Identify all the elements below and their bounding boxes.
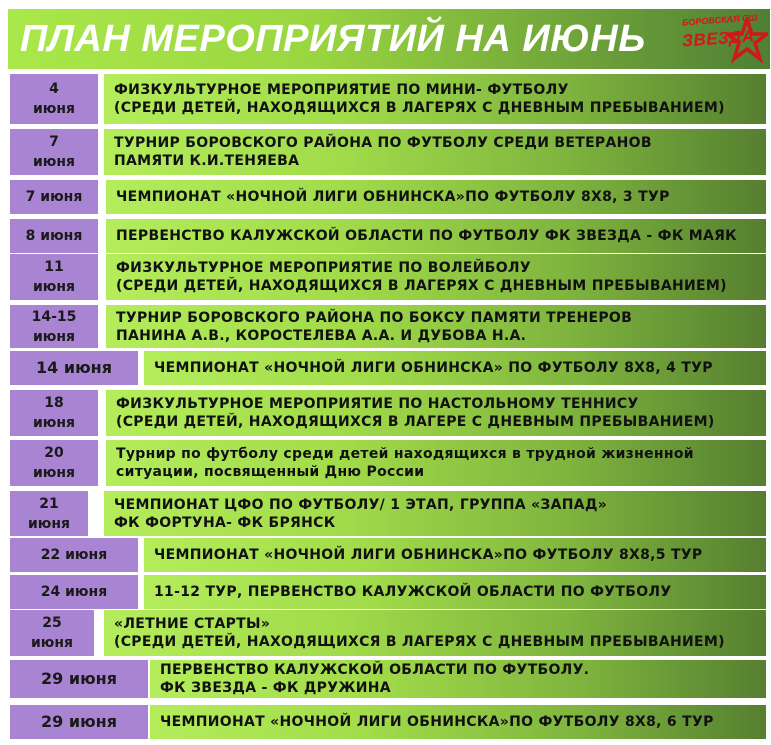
- event-description: [106, 390, 766, 436]
- event-date: 25 июня: [10, 610, 94, 656]
- event-date: 21 июня: [10, 491, 88, 536]
- event-text: ЧЕМПИОНАТ «НОЧНОЙ ЛИГИ ОБНИНСКА»ПО ФУТБОЛУ 8Х8, 6 ТУР: [160, 714, 714, 730]
- page-title: ПЛАН МЕРОПРИЯТИЙ НА ИЮНЬ: [20, 18, 646, 60]
- event-date: 18 июня: [10, 390, 98, 436]
- event-description: [144, 538, 766, 572]
- red-star-icon: [726, 17, 768, 63]
- event-description: [104, 491, 766, 536]
- event-text: ЧЕМПИОНАТ «НОЧНОЙ ЛИГИ ОБНИНСКА»ПО ФУТБОЛУ 8Х8, 3 ТУР: [116, 189, 670, 205]
- event-row: [0, 219, 771, 253]
- event-description: [104, 610, 766, 656]
- event-text: ТУРНИР БОРОВСКОГО РАЙОНА ПО БОКСУ ПАМЯТИ ТРЕНЕРОВ ПАНИНА А.В., КОРОСТЕЛЕВА А.А. И ДУБОВА Н.А.: [116, 309, 633, 344]
- event-text: ФИЗКУЛЬТУРНОЕ МЕРОПРИЯТИЕ ПО МИНИ- ФУТБОЛУ (СРЕДИ ДЕТЕЙ, НАХОДЯЩИХСЯ В ЛАГЕРЯХ С ДНЕВНЫМ ПРЕБЫВАНИЕМ): [114, 82, 725, 116]
- event-description: [150, 705, 766, 739]
- event-text: ПЕРВЕНСТВО КАЛУЖСКОЙ ОБЛАСТИ ПО ФУТБОЛУ ФК ЗВЕЗДА - ФК МАЯК: [116, 228, 737, 244]
- page-header: [8, 9, 770, 69]
- event-description: [104, 129, 766, 175]
- event-description: [104, 74, 766, 124]
- event-row: [0, 705, 771, 739]
- event-text: 11-12 ТУР, ПЕРВЕНСТВО КАЛУЖСКОЙ ОБЛАСТИ ПО ФУТБОЛУ: [154, 584, 672, 600]
- event-description: [106, 180, 766, 214]
- event-date: 11 июня: [10, 254, 98, 300]
- event-row: [0, 538, 771, 572]
- event-row: [0, 305, 771, 348]
- event-date: 7 июня: [10, 129, 98, 175]
- event-text: Турнир по футболу среди детей находящихся в трудной жизненной ситуации, посвященный Дню России: [116, 446, 694, 480]
- event-text: ФИЗКУЛЬТУРНОЕ МЕРОПРИЯТИЕ ПО ВОЛЕЙБОЛУ (СРЕДИ ДЕТЕЙ, НАХОДЯЩИХСЯ В ЛАГЕРЯХ С ДНЕВНЫМ ПРЕБЫВАНИЕМ): [116, 260, 727, 294]
- event-text: ЧЕМПИОНАТ «НОЧНОЙ ЛИГИ ОБНИНСКА» ПО ФУТБОЛУ 8Х8, 4 ТУР: [154, 360, 713, 376]
- event-description: [144, 575, 766, 609]
- event-description: [106, 254, 766, 300]
- event-date: 29 июня: [10, 660, 148, 698]
- event-text: ПЕРВЕНСТВО КАЛУЖСКОЙ ОБЛАСТИ ПО ФУТБОЛУ. ФК ЗВЕЗДА - ФК ДРУЖИНА: [160, 662, 590, 696]
- event-date: 8 июня: [10, 219, 98, 253]
- event-text: «ЛЕТНИЕ СТАРТЫ» (СРЕДИ ДЕТЕЙ, НАХОДЯЩИХСЯ В ЛАГЕРЯХ С ДНЕВНЫМ ПРЕБЫВАНИЕМ): [114, 616, 725, 650]
- event-text: ЧЕМПИОНАТ «НОЧНОЙ ЛИГИ ОБНИНСКА»ПО ФУТБОЛУ 8Х8,5 ТУР: [154, 547, 703, 563]
- event-row: [0, 390, 771, 436]
- event-date: 22 июня: [10, 538, 138, 572]
- event-row: [0, 254, 771, 300]
- event-row: [0, 440, 771, 486]
- event-description: [150, 660, 766, 698]
- event-date: 4 июня: [10, 74, 98, 124]
- event-date: 14-15 июня: [10, 305, 98, 348]
- logo-club-name: ЗВЕЗДА: [681, 26, 756, 51]
- event-text: ФИЗКУЛЬТУРНОЕ МЕРОПРИЯТИЕ ПО НАСТОЛЬНОМУ ТЕННИСУ (СРЕДИ ДЕТЕЙ, НАХОДЯЩИХСЯ В ЛАГЕРЕ С ДНЕВНЫМ ПРЕБЫВАНИЕМ): [116, 396, 715, 430]
- event-row: [0, 351, 771, 385]
- event-description: [106, 305, 766, 348]
- logo-school-name: БОРОВСКАЯ СШ: [681, 12, 758, 28]
- event-date: 14 июня: [10, 351, 138, 385]
- event-text: ТУРНИР БОРОВСКОГО РАЙОНА ПО ФУТБОЛУ СРЕДИ ВЕТЕРАНОВ ПАМЯТИ К.И.ТЕНЯЕВА: [114, 135, 652, 169]
- event-row: [0, 129, 771, 175]
- club-logo: [678, 11, 770, 67]
- event-description: [144, 351, 766, 385]
- event-date: 29 июня: [10, 705, 148, 739]
- event-date: 20 июня: [10, 440, 98, 486]
- event-description: [106, 219, 766, 253]
- event-row: [0, 74, 771, 124]
- event-row: [0, 180, 771, 214]
- event-row: [0, 575, 771, 609]
- event-date: 7 июня: [10, 180, 98, 214]
- event-text: ЧЕМПИОНАТ ЦФО ПО ФУТБОЛУ/ 1 ЭТАП, ГРУППА «ЗАПАД» ФК ФОРТУНА- ФК БРЯНСК: [114, 496, 608, 531]
- event-row: [0, 610, 771, 656]
- event-row: [0, 491, 771, 536]
- event-description: [106, 440, 766, 486]
- event-row: [0, 660, 771, 698]
- event-date: 24 июня: [10, 575, 138, 609]
